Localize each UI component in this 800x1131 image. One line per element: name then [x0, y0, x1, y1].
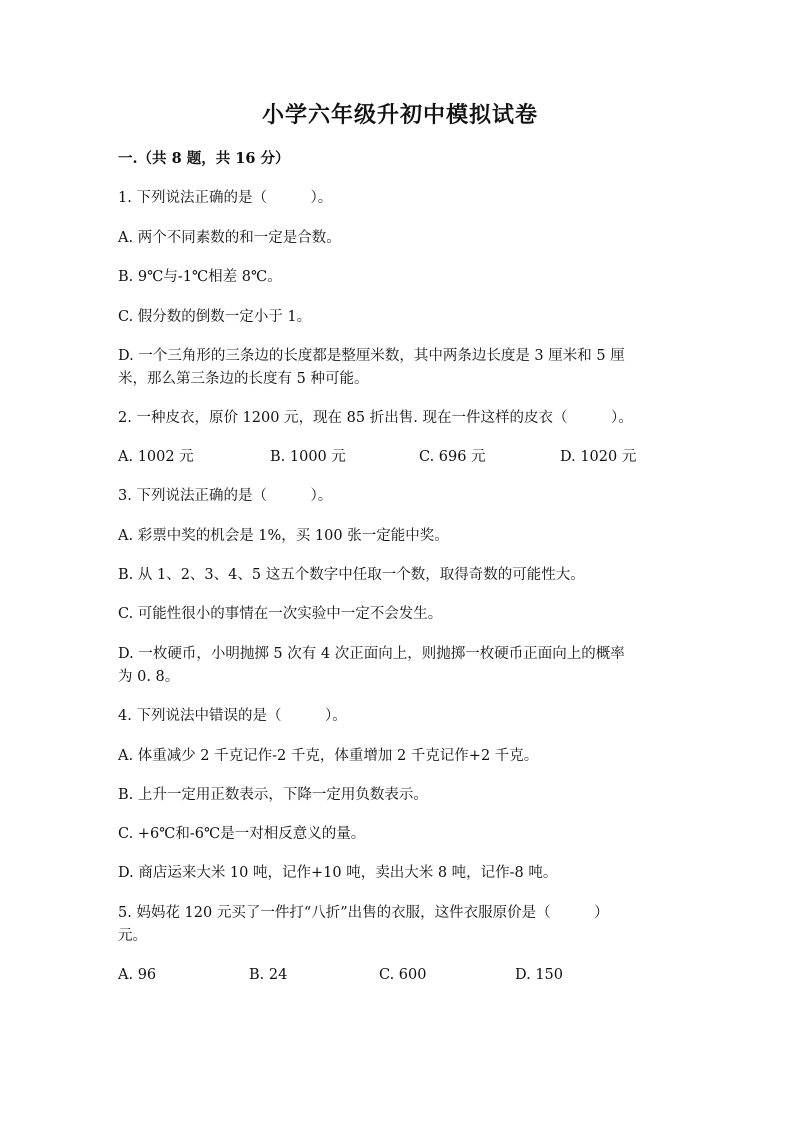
question-5-option-d: D. 150 — [515, 967, 564, 983]
question-3-option-d-line1: D. 一枚硬币，小明抛掷 5 次有 4 次正面向上，则抛掷一枚硬币正面向上的概率 — [118, 646, 625, 662]
question-1-option-d-line1: D. 一个三角形的三条边的长度都是整厘米数，其中两条边长度是 3 厘米和 5 厘 — [118, 348, 625, 364]
question-4-option-c: C. +6℃和-6℃是一对相反意义的量。 — [118, 826, 366, 842]
question-4-stem: 4. 下列说法中错误的是（ ）。 — [118, 708, 347, 724]
question-2-option-c: C. 696 元 — [419, 449, 486, 465]
question-5-option-a: A. 96 — [118, 967, 157, 983]
question-5-stem-line1: 5. 妈妈花 120 元买了一件打“八折”出售的衣服，这件衣服原价是（ ） — [118, 905, 609, 921]
question-5-option-b: B. 24 — [249, 967, 288, 983]
question-2-option-a: A. 1002 元 — [118, 449, 194, 465]
question-1-stem: 1. 下列说法正确的是（ ）。 — [118, 190, 333, 206]
question-3-option-d-line2: 为 0. 8。 — [118, 669, 180, 685]
exam-title: 小学六年级升初中模拟试卷 — [261, 102, 538, 128]
section-heading: 一.（共 8 题，共 16 分） — [118, 150, 290, 167]
question-3-stem: 3. 下列说法正确的是（ ）。 — [118, 488, 333, 504]
question-2-option-b: B. 1000 元 — [270, 449, 346, 465]
question-1-option-c: C. 假分数的倒数一定小于 1。 — [118, 309, 312, 325]
question-1-option-d-line2: 米，那么第三条边的长度有 5 种可能。 — [118, 371, 369, 387]
question-4-option-b: B. 上升一定用正数表示，下降一定用负数表示。 — [118, 787, 428, 803]
question-4-option-d: D. 商店运来大米 10 吨，记作+10 吨，卖出大米 8 吨，记作-8 吨。 — [118, 865, 558, 881]
question-3-option-c: C. 可能性很小的事情在一次实验中一定不会发生。 — [118, 606, 443, 622]
question-3-option-a: A. 彩票中奖的机会是 1%，买 100 张一定能中奖。 — [118, 528, 449, 544]
question-1-option-a: A. 两个不同素数的和一定是合数。 — [118, 230, 341, 246]
question-1-option-b: B. 9℃与-1℃相差 8℃。 — [118, 269, 282, 285]
question-5-stem-line2: 元。 — [118, 928, 147, 944]
question-2-option-d: D. 1020 元 — [560, 449, 637, 465]
question-3-option-b: B. 从 1、2、3、4、5 这五个数字中任取一个数，取得奇数的可能性大。 — [118, 567, 585, 583]
question-5-option-c: C. 600 — [379, 967, 427, 983]
question-2-stem: 2. 一种皮衣，原价 1200 元，现在 85 折出售. 现在一件这样的皮衣（ ）。 — [118, 410, 633, 426]
question-4-option-a: A. 体重减少 2 千克记作-2 千克，体重增加 2 千克记作+2 千克。 — [118, 748, 539, 764]
